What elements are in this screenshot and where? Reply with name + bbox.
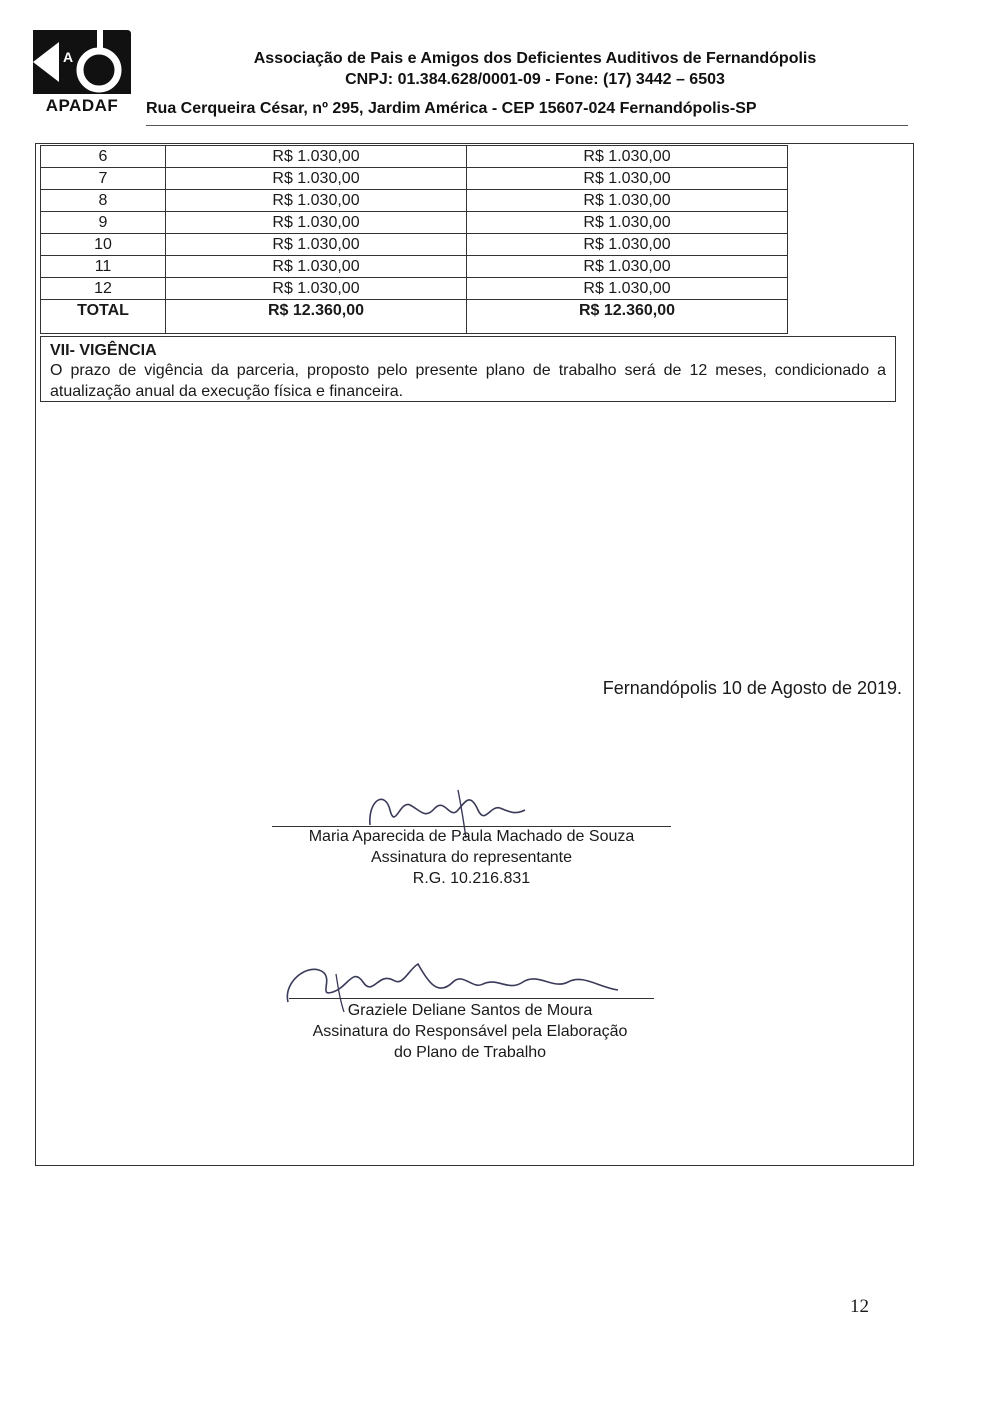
value-cell: R$ 1.030,00 xyxy=(467,212,788,234)
month-cell: 10 xyxy=(41,234,166,256)
total-row xyxy=(41,300,788,334)
value-cell: R$ 1.030,00 xyxy=(467,190,788,212)
total-label: TOTAL xyxy=(41,300,166,334)
value-cell: R$ 1.030,00 xyxy=(467,168,788,190)
month-cell: 6 xyxy=(41,146,166,168)
page-number: 12 xyxy=(850,1296,869,1317)
month-cell: 12 xyxy=(41,278,166,300)
signer-name: Maria Aparecida de Paula Machado de Souza xyxy=(308,828,635,845)
logo-text: APADAF xyxy=(45,96,119,115)
date-line: Fernandópolis 10 de Agosto de 2019. xyxy=(602,678,902,698)
value-cell: R$ 1.030,00 xyxy=(166,190,467,212)
value-cell: R$ 1.030,00 xyxy=(467,278,788,300)
month-cell: 8 xyxy=(41,190,166,212)
value-cell: R$ 1.030,00 xyxy=(166,146,467,168)
address: Rua Cerqueira César, nº 295, Jardim América - CEP 15607-024 Fernandópolis-SP xyxy=(146,100,757,117)
table-row xyxy=(41,278,788,300)
svg-text:A: A xyxy=(63,49,74,65)
table-row xyxy=(41,146,788,168)
total-value: R$ 12.360,00 xyxy=(467,300,788,334)
cnpj-phone: CNPJ: 01.384.628/0001-09 - Fone: (17) 3442 – 6503 xyxy=(345,71,725,88)
signer-role: Assinatura do representante xyxy=(370,849,572,866)
table-row xyxy=(41,168,788,190)
value-cell: R$ 1.030,00 xyxy=(467,256,788,278)
header-divider xyxy=(146,125,908,126)
vigencia-section xyxy=(40,336,896,402)
value-cell: R$ 1.030,00 xyxy=(166,212,467,234)
payment-table xyxy=(40,145,788,334)
table-row xyxy=(41,190,788,212)
signer-role: Assinatura do Responsável pela Elaboração xyxy=(312,1023,628,1040)
org-name: Associação de Pais e Amigos dos Deficientes Auditivos de Fernandópolis xyxy=(253,50,817,67)
signature-block xyxy=(272,826,671,889)
table-row xyxy=(41,256,788,278)
signer-name: Graziele Deliane Santos de Moura xyxy=(347,1002,593,1019)
value-cell: R$ 1.030,00 xyxy=(166,256,467,278)
section-text: O prazo de vigência da parceria, proposto pelo presente plano de trabalho será de 12 meses, condicionado a atualização anual da execução física e financeira. xyxy=(50,362,886,400)
signature-line xyxy=(289,998,654,999)
month-cell: 11 xyxy=(41,256,166,278)
signer-rg: R.G. 10.216.831 xyxy=(412,870,531,887)
month-cell: 7 xyxy=(41,168,166,190)
section-title: VII- VIGÊNCIA xyxy=(50,342,157,359)
table-row xyxy=(41,212,788,234)
value-cell: R$ 1.030,00 xyxy=(467,234,788,256)
signature-block xyxy=(270,1000,670,1063)
table-row xyxy=(41,234,788,256)
value-cell: R$ 1.030,00 xyxy=(166,278,467,300)
value-cell: R$ 1.030,00 xyxy=(166,168,467,190)
value-cell: R$ 1.030,00 xyxy=(166,234,467,256)
month-cell: 9 xyxy=(41,212,166,234)
signer-detail: do Plano de Trabalho xyxy=(393,1044,547,1061)
value-cell: R$ 1.030,00 xyxy=(467,146,788,168)
total-value: R$ 12.360,00 xyxy=(166,300,467,334)
